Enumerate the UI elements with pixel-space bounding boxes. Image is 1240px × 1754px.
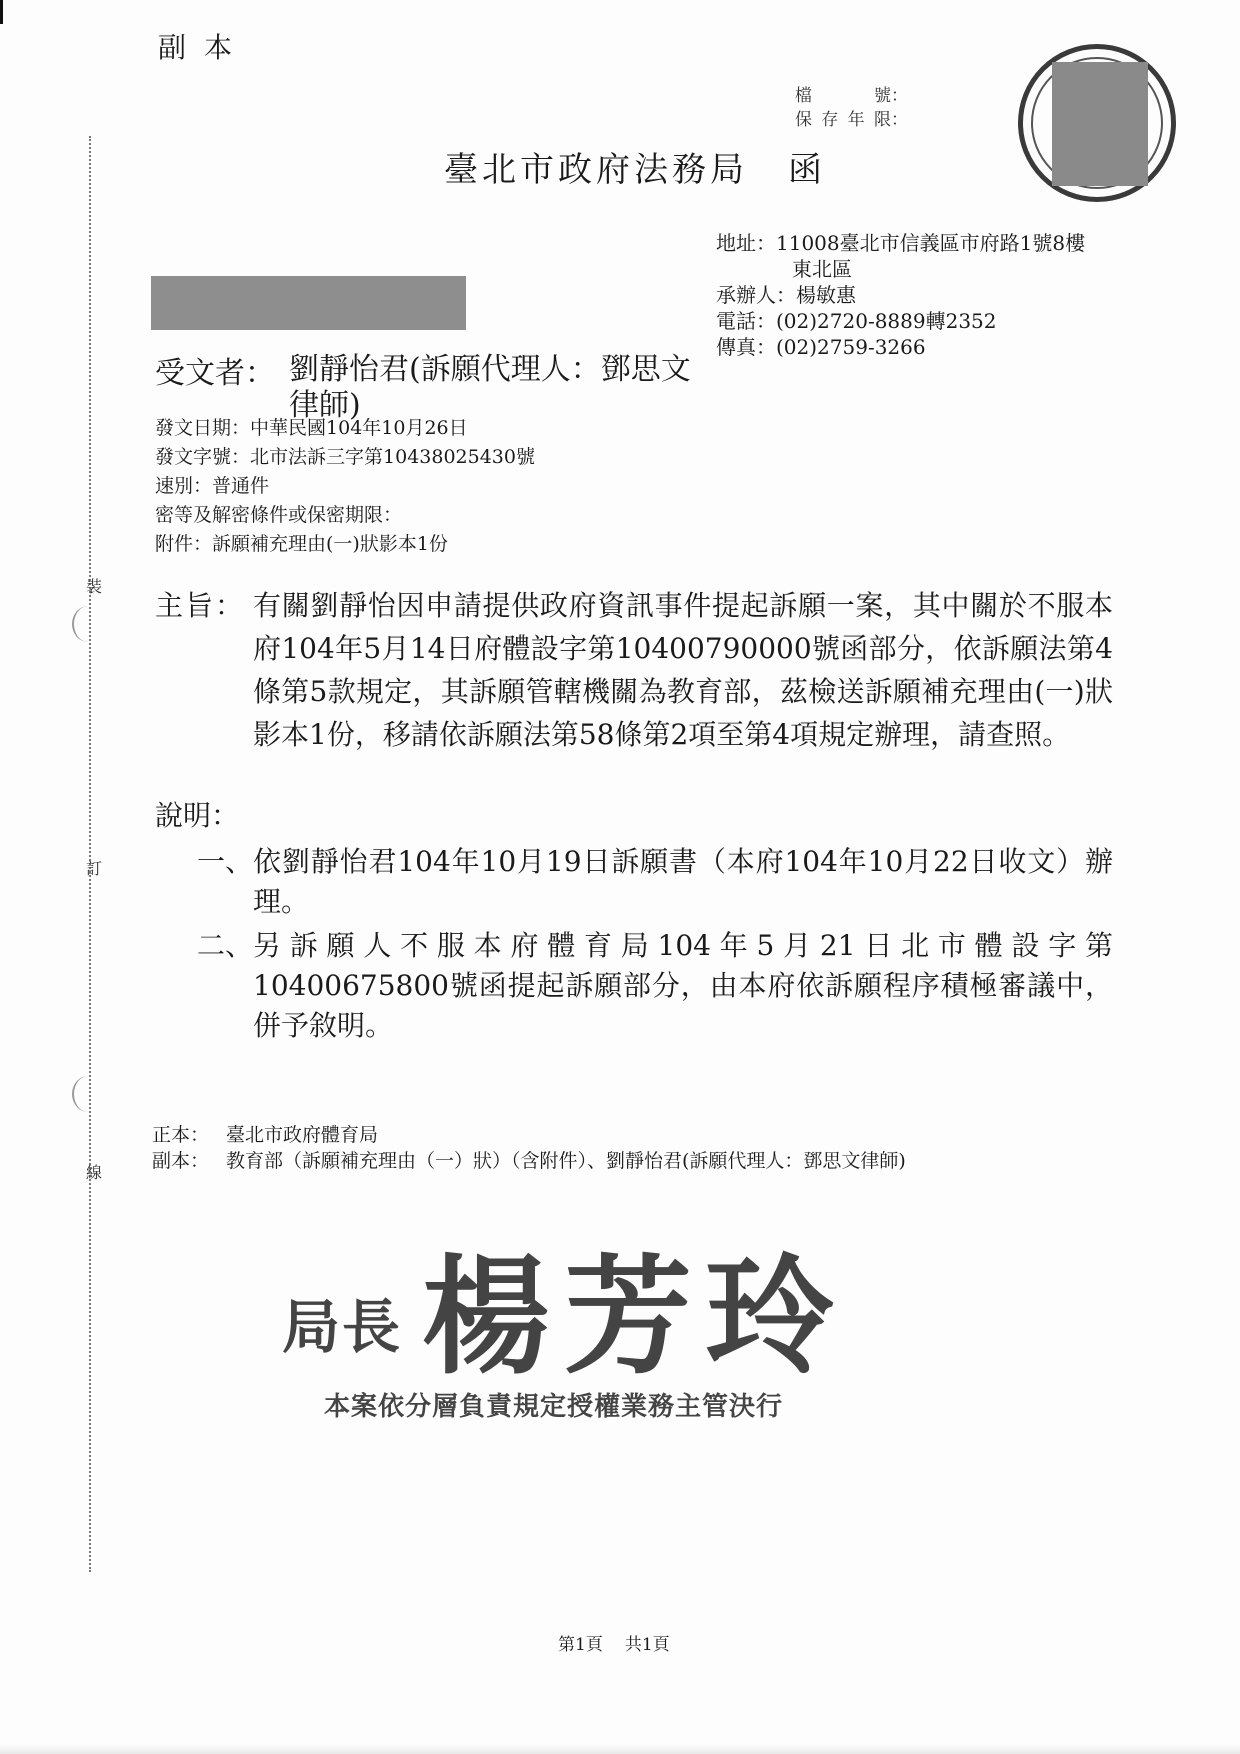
file-number-label: 檔號 [795,86,891,106]
handler-name: 楊敏惠 [796,283,856,307]
speed-value: 普通件 [212,475,270,497]
explanation-item [155,926,1115,1046]
item-text: 依劉靜怡君104年10月19日訴願書（本府104年10月22日收文）辦理。 [253,845,1113,918]
file-meta [795,84,908,132]
handler-row [716,282,1085,308]
main-recipient-label: 正本： [152,1124,210,1146]
date-label: 發文日期： [155,417,251,439]
main-recipient-row [152,1122,1112,1148]
attachment-label: 附件： [155,533,213,555]
recipient-address-redaction [151,276,466,330]
subject [155,584,1115,756]
copy-mark: 副本 [158,31,251,64]
page-current: 第1頁 [558,1635,603,1655]
signer-title: 局長 [282,1293,403,1361]
binding-notch [72,606,104,642]
scan-edge-mark [0,0,3,24]
binding-label-middle: 訂 [86,859,103,878]
phone-value: (02)2720-8889轉2352 [776,309,997,333]
number-row [155,443,535,472]
fax-value: (02)2759-3266 [776,335,926,359]
number-value: 北市法訴三字第10438025430號 [250,446,535,468]
address-line2: 東北區 [792,257,852,281]
file-number-row: 檔號 ： [795,86,908,106]
seal-redaction [1052,62,1148,186]
speed-label: 速別： [155,475,213,497]
page-total: 共1頁 [624,1635,670,1655]
secrecy-row [155,501,535,530]
address-line1: 11008臺北市信義區市府路1號8樓 [776,231,1086,255]
address-row-2 [716,256,1085,282]
contact-block [716,230,1085,360]
document-title [444,142,826,191]
main-recipient: 臺北市政府體育局 [226,1124,379,1146]
dispatch-meta [155,414,535,559]
secrecy-label: 密等及解密條件或保密期限： [155,504,403,526]
item-number: 一、 [196,845,253,878]
date-row [155,414,535,443]
signature-block [282,1242,849,1392]
item-text: 另訴願人不服本府體育局104年5月21日北市體設字第10400675800號函提起訴願部分，由本府依訴願程序積極審議中，併予敘明。 [253,929,1113,1042]
attachment-row [155,530,535,559]
receiver-label: 受文者： [155,356,275,391]
agency-name: 臺北市政府法務局 [444,150,748,190]
retention-label: 保存年限 [795,110,891,130]
binding-label-bottom: 線 [86,1163,103,1182]
date-value: 中華民國104年10月26日 [250,417,468,439]
receiver-value: 劉靜怡君(訴願代理人：鄧思文律師) [289,352,691,423]
fax-label: 傳真： [716,335,776,359]
number-label: 發文字號： [155,446,251,468]
explanation-item [155,842,1115,922]
retention-row: 保存年限 ： [795,110,908,130]
phone-label: 電話： [716,309,776,333]
handler-label: 承辦人： [716,283,796,307]
cc-recipient-label: 副本： [152,1150,210,1172]
speed-row [155,472,535,501]
cc-recipient-row [152,1148,1112,1174]
subject-text: 有關劉靜怡因申請提供政府資訊事件提起訴願一案，其中關於不服本府104年5月14日府體設字第10400790000號函部分，依訴願法第4條第5款規定，其訴願管轄機關為教育部，茲檢送訴願補充理由(一)狀影本1份，移請依訴願法第58條第2項至第4項規定辦理，請查照。 [253,589,1113,751]
item-number: 二、 [196,929,253,962]
address-label: 地址： [716,231,776,255]
recipients [152,1122,1112,1174]
cc-recipients: 教育部（訴願補充理由（一）狀）（含附件）、劉靜怡君(訴願代理人：鄧思文律師) [226,1150,906,1172]
explanation-label: 說明： [155,799,240,832]
doc-type: 函 [788,150,826,190]
signer-name: 楊芳玲 [422,1242,849,1392]
binding-line [89,136,91,1572]
page-number [558,1630,670,1655]
binding-notch [72,1076,104,1112]
scan-bottom-edge [0,1744,1240,1754]
attachment-value: 訴願補充理由(一)狀影本1份 [212,533,448,555]
binding-label-top: 裝 [86,577,103,596]
subject-label: 主旨： [155,589,246,622]
address-row [716,230,1085,256]
fax-row [716,334,1085,360]
phone-row [716,308,1085,334]
delegation-note: 本案依分層負責規定授權業務主管決行 [324,1392,784,1422]
